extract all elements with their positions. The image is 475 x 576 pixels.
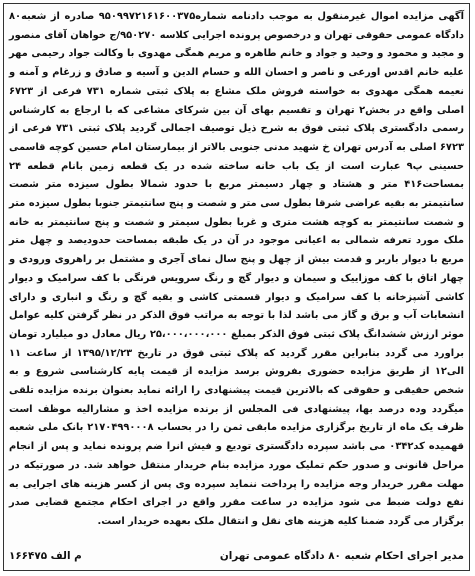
notice-code: م الف ۱۶۶۴۷۵: [9, 550, 82, 562]
notice-body-text: آگهی مزایده اموال غیرمنقول به موجب دادنامه شماره۹۵۰۹۹۷۲۱۶۱۶۰۰۳۷۵ صادره از شعبه۸۰ دادگاه عمومی حقوقی تهران و درخصوص پرونده اجرایی کلاسه ۹۵۰۲۷۰/ج خواهان آقای منصور و مجید و محمود و وحید و جواد و خانم طاهره و مریم همگی مهدوی با وکالت جواد رحیمی مهر علیه خانم اقدس اورعی و ناصر و احسان الله و حسام الدین و آسیه و صادق و زرغام و آمنه و نعیمه همگی مهدوی به خواسته فروش ملک مشاع به پلاک ثبتی شماره ۷۳۱ فرعی از ۶۷۲۳ اصلی واقع در بخش۲ تهران و تقسیم بهای آن بین شرکای مشاعی که با ارجاع به کارشناس رسمی دادگستری پلاک ثبتی فوق به شرح ذیل توصیف اجمالی گردید پلاک ثبتی ۷۳۱ فرعی از ۶۷۲۳ اصلی به آدرس تهران خ شهید مدنی جنوبی بالاتر از بیمارستان امام حسین کوچه قاسمی حسینی پ۹ عبارت است از یک باب خانه ساخته شده در یک قطعه زمین بانام قطعه ۲۴ بمساحت۴۱۶ متر و هشتاد و چهار دسیمتر مربع با حدود شمالا بطول سیزده متر شصت سانتیمتر به بقیه عراضی شرقا بطول سی متر و شصت و پنج سانتیمتر جنوبا بطول سیزده متر و شصت سانتیمتر به کوچه هشت متری و غربا بطول سیمتر و شصت و پنج سانتیمتر به خانه ملک مورد تعرفه شمالی به اعیانی موجود در آن در یک طبقه بمساحت حدودیصد و چهل متر مربع با دیوار باربر و قدمت بیش از چهل و پنج سال نمای آجری و مشتمل بر راهروی ورودی و چهار اتاق با کف موزاییک و سیمان و دیوار گچ و رنگ سرویس فرنگی با کف سرامیک و دیوار کاشی آشپزخانه با کف سرامیک و دیوار قسمتی کاشی و بقیه گچ و رنگ و انباری و دارای انشعابات آب و برق و گاز می باشد لذا با توجه به مراتب فوق الذکر در نظر گرفتن کلیه عوامل موثر ارزش ششدانگ پلاک ثبتی فوق الذکر بمبلغ ۲۵،۰۰۰،۰۰۰،۰۰۰ ریال معادل دو میلیارد تومان براورد می گردد بنابراین مقرر گردید که پلاک ثبتی فوق در تاریخ ۱۳۹۵/۱۲/۲۳ از ساعت ۱۱ الی۱۲ از طریق مزایده حضوری بفروش برسد مزایده از قیمت پایه کارشناسی شروع و به شخص حقیقی و حقوقی که بالاترین قیمت پیشنهادی را ارائه نماید بعنوان برنده مزایده تلقی میگردد وده درصد بها، پیشنهادی فی المجلس از برنده مزایده اخذ و مشارالیه موظف است ظرف یک ماه از تاریخ برگزاری مزایده مابقی ثمن را در بحساب ۲۱۷۰۴۹۹۰۰۰۸ بانک ملی شعبه قهمیده کد۰۳۴۲ می باشد سپرده دادگستری تودیع و فیش انرا ضم پرونده نماید و پس از انجام مراحل قانونی و صدور حکم تملیک مورد مزایده بنام خریدار منتقل خواهد شد. در صورتیکه در مهلت مقرر خریدار وجه مزایده را پرداخت ننماید سپرده وی پس از کسر هزینه های اجرایی به نفع دولت ضبط می شود مزایده در ساعت مقرر واقع در اجرای احکام مجتمع قضایی صدر برگزار می گردد ضمنا کلیه هزینه های نقل و انتقال ملک بعهده خریدار است.: [9, 11, 465, 527]
notice-footer: [9, 546, 464, 566]
auction-notice: [3, 3, 470, 571]
notice-issuer: مدیر اجرای احکام شعبه ۸۰ دادگاه عمومی تهران: [219, 550, 464, 562]
